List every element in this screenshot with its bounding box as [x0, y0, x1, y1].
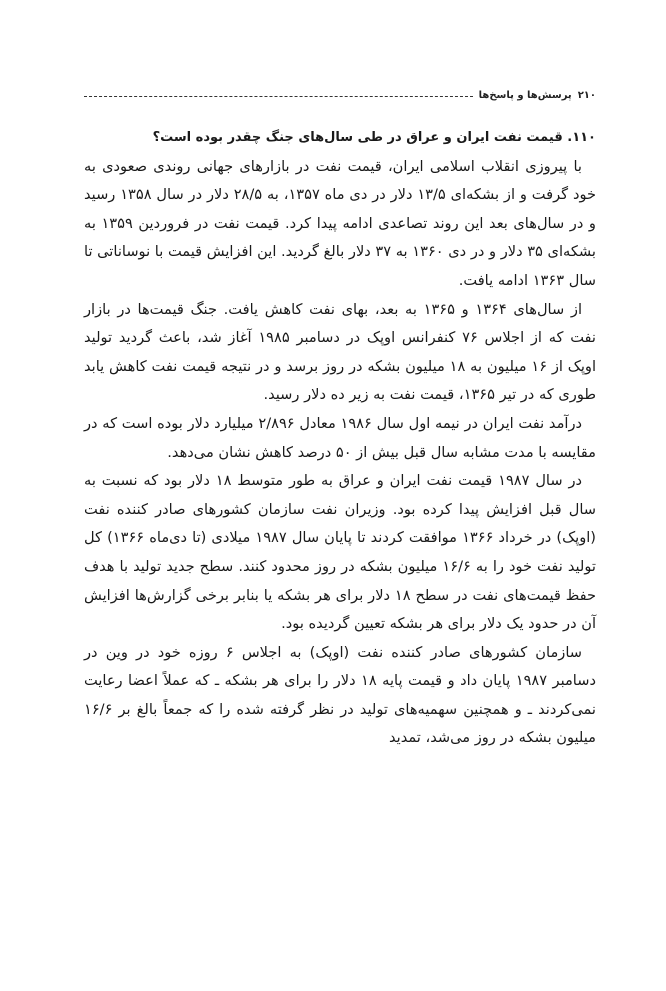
main-text: [84, 124, 596, 753]
paragraph-4: در سال ۱۹۸۷ قیمت نفت ایران و عراق به طور متوسط ۱۸ دلار بود که نسبت به سال قبل افزایش پیدا کرده بود. وزیران نفت سازمان کشورهای صادر کننده نفت (اوپک) در خرداد ۱۳۶۶ موافقت کردند تا پایان سال ۱۹۸۷ میلادی (تا دی‌ماه ۱۳۶۶) کل تولید نفت خود را به ۱۶/۶ میلیون بشکه در روز محدود کنند. سطح جدید تولید با هدف حفظ قیمت‌های نفت در سطح ۱۸ دلار برای هر بشکه یا بنابر برخی گزارش‌ها افزایش آن در حدود یک دلار برای هر بشکه تعیین گردیده بود.: [84, 472, 596, 633]
paragraph-3: درآمد نفت ایران در نیمه اول سال ۱۹۸۶ معادل ۲/۸۹۶ میلیارد دلار بوده است که در مقایسه با مدت مشابه سال قبل بیش از ۵۰ درصد کاهش نشان می‌دهد.: [84, 414, 596, 461]
page-number: ۲۱۰: [577, 89, 596, 101]
question-title: ۱۱۰. قیمت نفت ایران و عراق در طی سال‌های جنگ چقدر بوده است؟: [152, 130, 596, 145]
paragraph-1: با پیروزی انقلاب اسلامی ایران، قیمت نفت در بازارهای جهانی روندی صعودی به خود گرفت و از بشکه‌ای ۱۳/۵ دلار در دی ماه ۱۳۵۷، به ۲۸/۵ دلار در سال ۱۳۵۸ رسید و در سال‌های بعد این روند تصاعدی ادامه پیدا کرد. قیمت نفت در فروردین ۱۳۵۹ به بشکه‌ای ۳۵ دلار و در دی ۱۳۶۰ به ۳۷ دلار بالغ گردید. این افزایش قیمت با نوساناتی تا سال ۱۳۶۳ ادامه یافت.: [84, 157, 597, 289]
paragraph-2: از سال‌های ۱۳۶۴ و ۱۳۶۵ به بعد، بهای نفت کاهش یافت. جنگ قیمت‌ها در بازار نفت که از اجلاس ۷۶ کنفرانس اوپک در دسامبر ۱۹۸۵ آغاز شد، باعث گردید تولید اوپک از ۱۶ میلیون به ۱۸ میلیون بشکه در روز برسد و در نتیجه قیمت نفت کاهش یابد طوری که در تیر ۱۳۶۵، قیمت نفت به زیر ده دلار رسید.: [84, 300, 597, 404]
running-header: [84, 86, 596, 104]
running-title: پرسش‌ها و پاسخ‌ها: [478, 89, 572, 101]
header-dashed-rule: [84, 96, 473, 97]
paragraph-5: سازمان کشورهای صادر کننده نفت (اوپک) به اجلاس ۶ روزه خود در وین در دسامبر ۱۹۸۷ پایان داد و قیمت پایه ۱۸ دلار را برای هر بشکه ـ که عملاً اعضا رعایت نمی‌کردند ـ و همچنین سهمیه‌های تولید در نظر گرفته شده را که جمعاً بالغ بر ۱۶/۶ میلیون بشکه در روز می‌شد، تمدید: [84, 643, 596, 747]
